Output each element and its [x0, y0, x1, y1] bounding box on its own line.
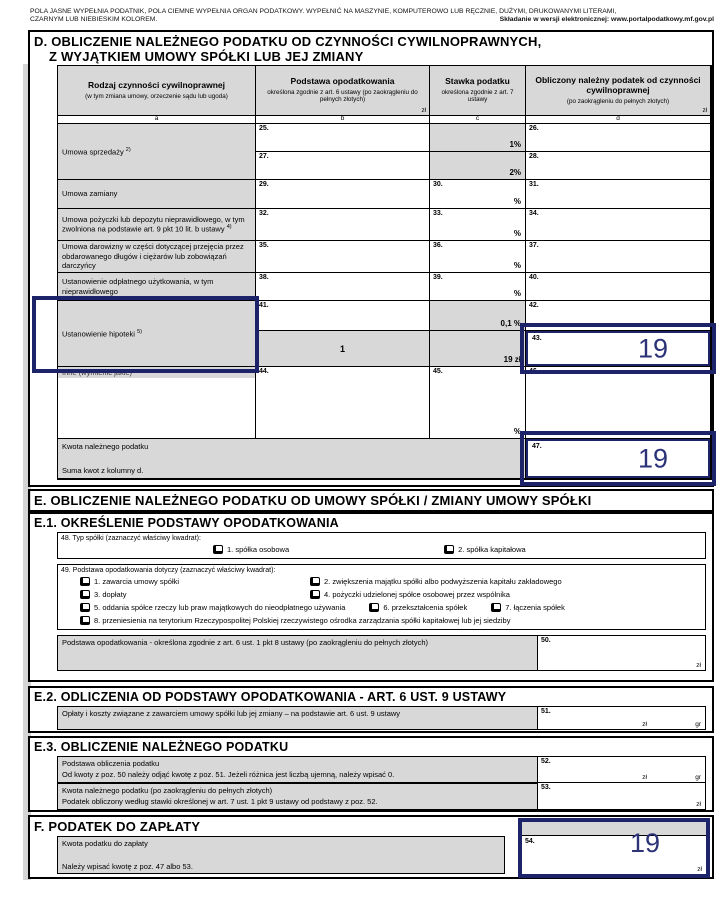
field-49-group	[57, 564, 706, 630]
section-e2	[28, 686, 714, 733]
col-header-rodzaj: Rodzaj czynności cywilnoprawnej (w tym zmiana umowy, orzeczenie sądu lub ugoda)	[58, 66, 256, 116]
field-26[interactable]: 26.	[526, 124, 711, 152]
field-35[interactable]: 35.	[256, 241, 430, 273]
rate-cell-19zl: 19 zł	[430, 331, 526, 367]
row-label-uzytkowanie: Ustanowienie odpłatnego użytkowania, w tym nieprawidłowego	[58, 273, 256, 301]
field-43-value: 19	[637, 333, 668, 363]
hipoteka-count-cell: 1	[256, 331, 430, 367]
checkbox-zwiekszenia-majatku[interactable]: 2. zwiększenia majątku spółki albo podwyższenia kapitału zakładowego	[310, 577, 562, 586]
checkbox-icon[interactable]	[310, 577, 320, 586]
checkbox-icon[interactable]	[213, 545, 223, 554]
checkbox-doplaty[interactable]: 3. dopłaty	[80, 590, 310, 599]
checkbox-przeksztalcenia[interactable]: 6. przekształcenia spółek	[369, 603, 467, 612]
section-e3	[28, 736, 714, 812]
field-50-label: Podstawa opodatkowania - określona zgodnie z art. 6 ust. 1 pkt 8 ustawy (po zaokrągleniu do pełnych złotych)	[57, 635, 538, 671]
field-45[interactable]: 45. %	[430, 367, 526, 439]
field-25[interactable]: 25.	[256, 124, 430, 152]
checkbox-icon[interactable]	[80, 616, 90, 625]
field-47-value: 19	[637, 443, 668, 473]
row-label-umowa-sprzedazy: Umowa sprzedaży $^{2)}$	[58, 124, 256, 180]
field-53-label: Kwota należnego podatku (po zaokrągleniu do pełnych złotych) Podatek obliczony według stawki określonej w art. 7 ust. 1 pkt 9 ustawy od podstawy z poz. 52.	[57, 783, 538, 810]
unit-gr: gr	[695, 721, 701, 728]
instruction-line1: POLA JASNE WYPEŁNIA PODATNIK, POLA CIEMNE WYPEŁNIA ORGAN PODATKOWY. WYPEŁNIĆ NA MASZYNIE, KOMPUTEROWO LUB RĘCZNIE, DUŻYMI, DRUKOWANYMI LITERAMI,	[30, 8, 617, 15]
col-header-podstawa: Podstawa opodatkowania określona zgodnie z art. 6 ustawy (po zaokrągleniu do pełnych złotych) zł	[256, 66, 430, 116]
field-52-row	[57, 756, 706, 783]
col-letter-a: a	[58, 116, 256, 124]
field-39[interactable]: 39. %	[430, 273, 526, 301]
field-50-row	[57, 635, 706, 671]
field-36[interactable]: 36. %	[430, 241, 526, 273]
section-d-table	[57, 65, 712, 480]
checkbox-icon[interactable]	[80, 603, 90, 612]
col-header-stawka: Stawka podatku określona zgodnie z art. 7 ustawy	[430, 66, 526, 116]
section-e2-title: E.2. ODLICZENIA OD PODSTAWY OPODATKOWANIA - ART. 6 UST. 9 USTAWY	[34, 690, 507, 704]
efiling-note: Składanie w wersji elektronicznej: www.portalpodatkowy.mf.gov.pl	[499, 16, 714, 24]
checkbox-laczenia[interactable]: 7. łączenia spółek	[491, 603, 565, 612]
field-48-label: 48. Typ spółki (zaznaczyć właściwy kwadrat):	[61, 535, 201, 542]
row-label-umowa-darowizny: Umowa darowizny w części dotyczącej przejęcia przez obdarowanego długów i ciężarów lub zobowiązań darczyńcy	[58, 241, 256, 273]
field-33[interactable]: 33. %	[430, 209, 526, 241]
section-e3-title: E.3. OBLICZENIE NALEŻNEGO PODATKU	[34, 740, 289, 754]
unit-zl: zł	[696, 801, 701, 808]
checkbox-pozyczki-wspolnika[interactable]: 4. pożyczki udzielonej spółce osobowej przez wspólnika	[310, 590, 510, 599]
field-47-highlighted[interactable]: 47. 19	[526, 439, 711, 479]
field-38[interactable]: 38.	[256, 273, 430, 301]
checkbox-spolka-osobowa[interactable]: 1. spółka osobowa	[213, 545, 289, 554]
col-letter-c: c	[430, 116, 526, 124]
field-30[interactable]: 30. %	[430, 180, 526, 209]
rate-cell-01pct: 0,1 %	[430, 301, 526, 331]
instruction-line2: CZARNYM LUB NIEBIESKIM KOLOREM.	[30, 16, 158, 24]
checkbox-icon[interactable]	[80, 577, 90, 586]
field-54-value: 19	[629, 828, 660, 858]
section-d	[28, 30, 714, 487]
row-label-inne[interactable]: Inne (wymienić jakie)	[58, 367, 256, 439]
field-34[interactable]: 34.	[526, 209, 711, 241]
field-44[interactable]: 44.	[256, 367, 430, 439]
checkbox-icon[interactable]	[310, 590, 320, 599]
checkbox-icon[interactable]	[80, 590, 90, 599]
field-51[interactable]: 51. zł gr	[538, 706, 706, 730]
field-48-group	[57, 532, 706, 559]
unit-zl: zł	[696, 662, 701, 669]
unit-zl: zł	[421, 107, 426, 114]
row-label-hipoteka-highlighted: Ustanowienie hipoteki $^{5)}$	[58, 301, 256, 367]
section-f-title: F. PODATEK DO ZAPŁATY	[34, 819, 201, 834]
unit-zl: zł	[702, 107, 707, 114]
checkbox-icon[interactable]	[444, 545, 454, 554]
field-54-grey-strip	[522, 822, 706, 836]
col-header-podatek: Obliczony należny podatek od czynności cywilnoprawnej (po zaokrągleniu do pełnych złotych) zł	[526, 66, 711, 116]
checkbox-icon[interactable]	[369, 603, 379, 612]
field-54-highlighted[interactable]: 54. 19 zł	[518, 818, 710, 878]
section-d-title: D. OBLICZENIE NALEŻNEGO PODATKU OD CZYNNOŚCI CYWILNOPRAWNYCH, Z WYJĄTKIEM UMOWY SPÓŁKI LUB JEJ ZMIANY	[34, 34, 542, 64]
field-31[interactable]: 31.	[526, 180, 711, 209]
field-52[interactable]: 52. zł gr	[538, 756, 706, 783]
field-53[interactable]: 53. zł	[538, 783, 706, 810]
unit-zl: zł	[697, 866, 702, 873]
row-label-umowa-pozyczki: Umowa pożyczki lub depozytu nieprawidłowego, w tym zwolniona na podstawie art. 9 pkt 10 lit. b ustawy $^{4)}$	[58, 209, 256, 241]
field-43-highlighted[interactable]: 43. 19	[526, 331, 711, 367]
field-41[interactable]: 41.	[256, 301, 430, 331]
field-46[interactable]: 46.	[526, 367, 711, 439]
field-27[interactable]: 27.	[256, 152, 430, 180]
checkbox-przeniesienia-osrodka[interactable]: 8. przeniesienia na terytorium Rzeczypospolitej Polskiej rzeczywistego ośrodka zarządzania spółki kapitałowej lub jej siedziby	[80, 616, 510, 625]
checkbox-zawarcia-umowy[interactable]: 1. zawarcia umowy spółki	[80, 577, 310, 586]
form-instructions	[30, 8, 714, 25]
checkbox-oddania-rzeczy[interactable]: 5. oddania spółce rzeczy lub praw majątkowych do nieodpłatnego używania	[80, 603, 345, 612]
section-f	[28, 815, 714, 879]
field-49-label: 49. Podstawa opodatkowania dotyczy (zaznaczyć właściwy kwadrat):	[61, 567, 276, 574]
field-52-label: Podstawa obliczenia podatku Od kwoty z poz. 50 należy odjąć kwotę z poz. 51. Jeżeli różnica jest liczbą ujemną, należy wpisać 0.	[57, 756, 538, 783]
field-53-row	[57, 783, 706, 810]
field-28[interactable]: 28.	[526, 152, 711, 180]
unit-zl: zł	[642, 721, 647, 728]
section-e1-title: E.1. OKREŚLENIE PODSTAWY OPODATKOWANIA	[34, 516, 339, 530]
unit-zl: zł	[642, 774, 647, 781]
field-54-label: Kwota podatku do zapłaty Należy wpisać kwotę z poz. 47 albo 53.	[57, 836, 505, 874]
row-label-umowa-zamiany: Umowa zamiany	[58, 180, 256, 209]
field-40[interactable]: 40.	[526, 273, 711, 301]
col-letter-b: b	[256, 116, 430, 124]
field-51-row	[57, 706, 706, 730]
col-letter-d: d	[526, 116, 711, 124]
rate-cell-1pct: 1%	[430, 124, 526, 152]
field-37[interactable]: 37.	[526, 241, 711, 273]
section-e1	[28, 512, 714, 682]
row-label-kwota-naleznego-podatku: Kwota należnego podatku Suma kwot z kolumny d.	[58, 439, 526, 479]
field-51-label: Opłaty i koszty związane z zawarciem umowy spółki lub jej zmiany – na podstawie art. 6 ust. 9 ustawy	[57, 706, 538, 730]
checkbox-icon[interactable]	[491, 603, 501, 612]
field-29[interactable]: 29.	[256, 180, 430, 209]
rate-cell-2pct: 2%	[430, 152, 526, 180]
section-e-title: E. OBLICZENIE NALEŻNEGO PODATKU OD UMOWY SPÓŁKI / ZMIANY UMOWY SPÓŁKI	[28, 489, 714, 512]
field-42[interactable]: 42.	[526, 301, 711, 331]
field-32[interactable]: 32.	[256, 209, 430, 241]
checkbox-spolka-kapitalowa[interactable]: 2. spółka kapitałowa	[444, 545, 526, 554]
field-50[interactable]: 50. zł	[538, 635, 706, 671]
unit-gr: gr	[695, 774, 701, 781]
